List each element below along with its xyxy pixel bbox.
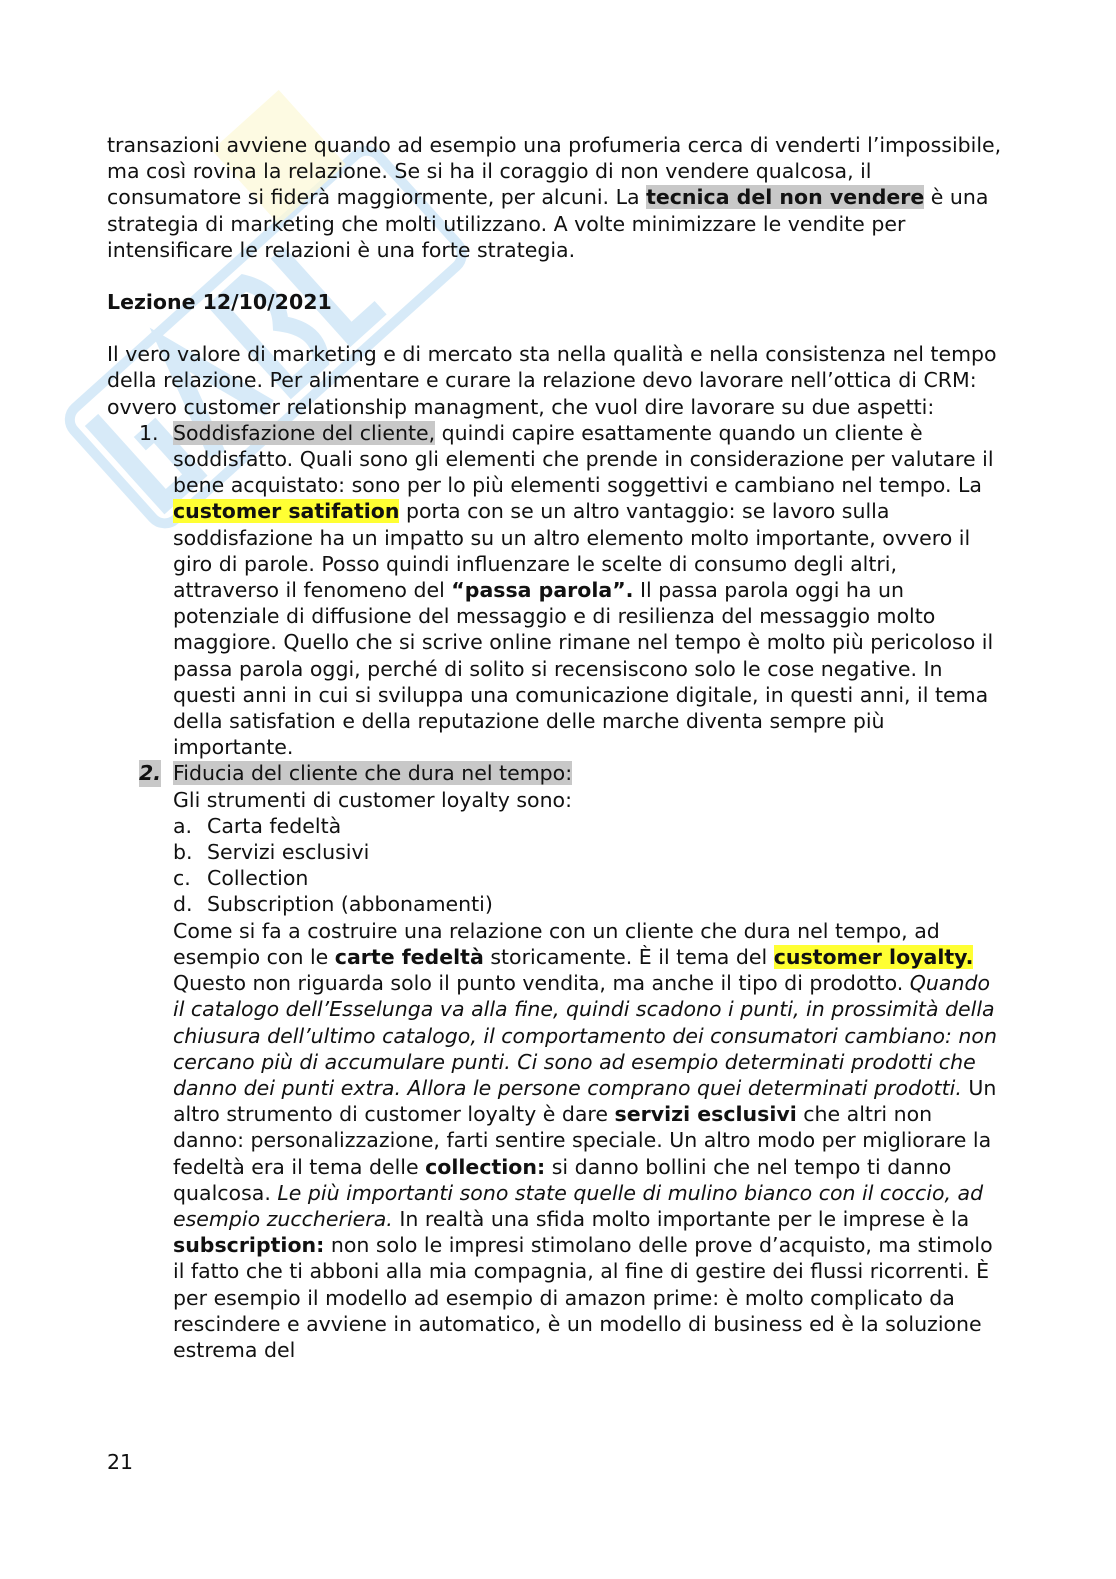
crm-paragraph: Il vero valore di marketing e di mercato sta nella qualità e nella consistenza nel tempo della relazione. Per alimentare e curare la relazione devo lavorare nell’ottica di CRM: ovvero customer relationship managment, che vuol dire lavorare su due aspetti: — [107, 342, 997, 419]
document-body — [107, 132, 1007, 1363]
list-item: a. Carta fedeltà — [173, 813, 342, 838]
highlight-tecnica-non-vendere: tecnica del non vendere — [646, 185, 925, 210]
highlight-fiducia: Fiducia del cliente che dura nel tempo: — [173, 761, 573, 786]
tools-intro: Gli strumenti di customer loyalty sono: — [173, 787, 573, 812]
bold-passa-parola: “passa parola”. — [451, 578, 634, 603]
list-item: b. Servizi esclusivi — [173, 840, 370, 865]
list-number: 2. — [139, 761, 162, 786]
loyalty-paragraph: Come si fa a costruire una relazione con un cliente che dura nel tempo, ad esempio con le carte fedeltà storicamente. È il tema del customer loyalty. Questo non riguarda solo il punto vendita, ma anche il tipo di prodotto. Quando il catalogo dell’Esselunga va alla fine, quindi scadono i punti, in prossimità della chiusura dell’ultimo catalogo, il comportamento dei consumatori cambiano: non cercano più di accumulare punti. Ci sono ad esempio determinati prodotti che danno dei punti extra. Allora le persone comprano quei determinati prodotti. Un altro strumento di customer loyalty è dare servizi esclusivi che altri non danno: personalizzazione, farti sentire speciale. Un altro modo per migliorare la fedeltà era il tema delle collection: si danno bollini che nel tempo ti danno qualcosa. Le più importanti sono state quelle di mulino bianco con il coccio, ad esempio zuccheriera. In realtà una sfida molto importante per le imprese è la subscription: non solo le impresi stimolano delle prove d’acquisto, ma stimolo il fatto che ti abboni alla mia compagnia, al fine di gestire dei flussi ricorrenti. È per esempio il modello ad esempio di amazon prime: è molto complicato da rescindere e avviene in automatico, è un modello di business ed è la soluzione estrema del — [173, 918, 997, 1362]
list-item: d. Subscription (abbonamenti) — [173, 892, 493, 917]
section-heading: Lezione 12/10/2021 — [107, 290, 332, 315]
crm-aspects-list — [107, 420, 1007, 1363]
list-item-satisfaction: 1. Soddisfazione del cliente, quindi capire esattamente quando un cliente è soddisfatto. Quali sono gli elementi che prende in considerazione per valutare il bene acquistato: sono per lo più elementi soggettivi e cambiano nel tempo. La customer satifation porta con se un altro vantaggio: se lavoro sulla soddisfazione ha un impatto su un altro elemento molto importante, ovvero il giro di parole. Posso quindi influenzare le scelte di consumo degli altri, attraverso il fenomeno del “passa parola”. Il passa parola oggi ha un potenziale di diffusione del messaggio e di resilienza del messaggio molto maggiore. Quello che si scrive online rimane nel tempo è molto più pericoloso il passa parola oggi, perché di solito si recensiscono solo le cose negative. In questi anni in cui si sviluppa una comunicazione digitale, in questi anni, il tema della satisfation e della reputazione delle marche diventa sempre più importante. — [139, 420, 994, 760]
loyalty-tools-list — [173, 813, 1007, 918]
intro-paragraph: transazioni avviene quando ad esempio una profumeria cerca di venderti l’impossibile, ma così rovina la relazione. Se si ha il coraggio di non vendere qualcosa, il consumatore si fiderà maggiormente, per alcuni. La tecnica del non vendere è una strategia di marketing che molti utilizzano. A volte minimizzare le vendite per intensificare le relazioni è una forte strategia. — [107, 133, 1002, 262]
highlight-customer-satifation: customer satifation — [173, 499, 400, 524]
list-item-loyalty — [107, 760, 1007, 1363]
highlight-customer-loyalty: customer loyalty. — [773, 944, 974, 969]
list-number: 1. — [139, 420, 159, 445]
page-number: 21 — [107, 1450, 134, 1474]
list-item: c. Collection — [173, 866, 309, 891]
highlight-soddisfazione: Soddisfazione del cliente, — [173, 420, 436, 445]
